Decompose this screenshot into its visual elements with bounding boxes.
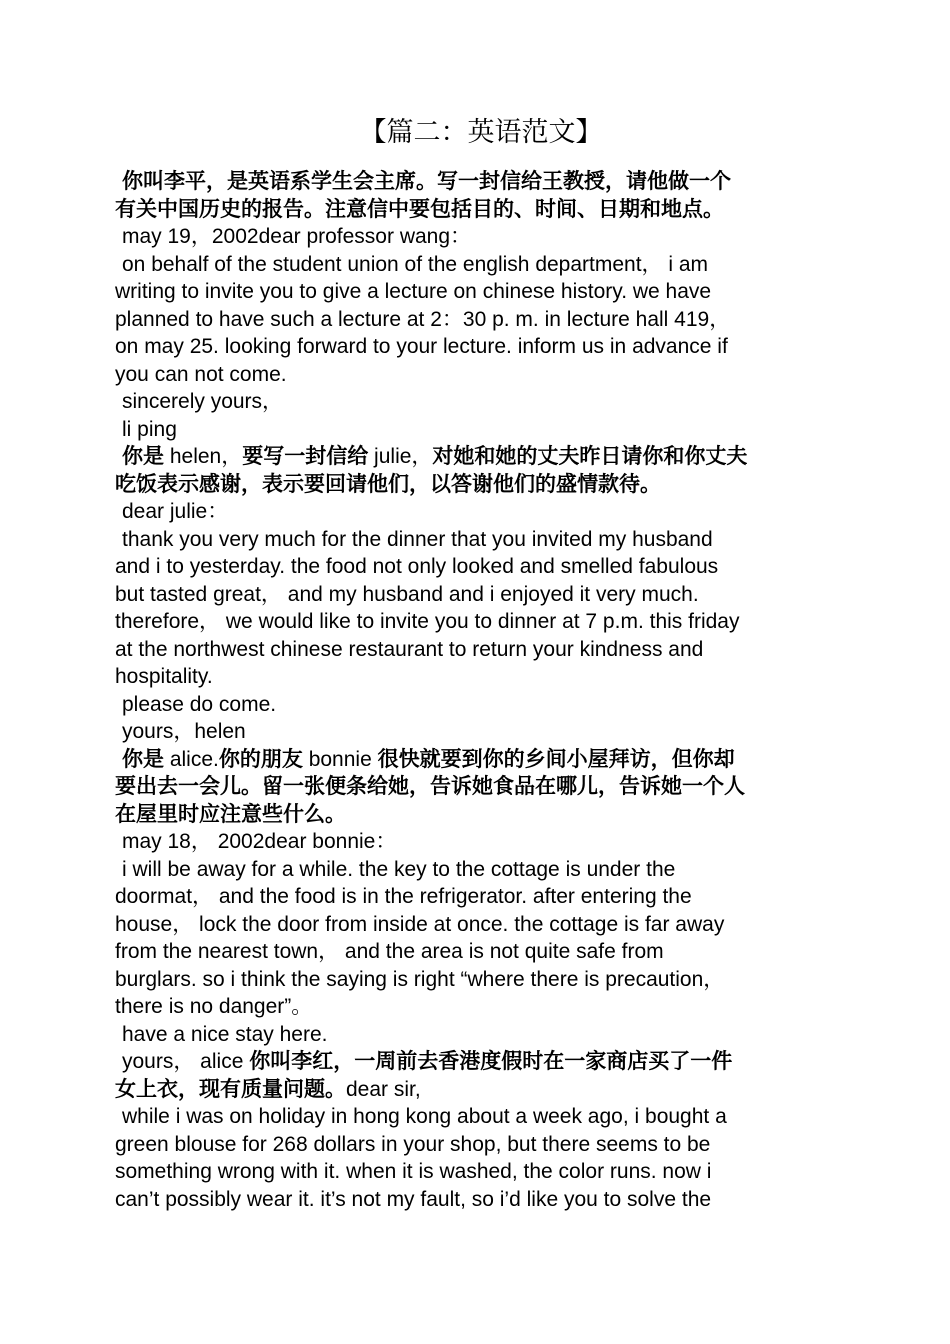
text-run: julie，	[368, 445, 433, 468]
text-run: from the nearest town， and the area is not quite safe from	[115, 940, 664, 963]
text-run: 有关中国历史的报告。注意信中要包括目的、时间、日期和地点。	[115, 197, 724, 221]
text-run: have a nice stay here.	[122, 1022, 328, 1046]
text-line	[115, 801, 837, 829]
text-line	[115, 223, 837, 251]
text-run: bonnie	[302, 747, 378, 771]
document-body	[115, 168, 837, 1213]
text-line	[115, 553, 837, 581]
text-run: 你叫李红，一周前去香港度假时在一家商店买了一件	[249, 1050, 733, 1073]
text-run: 对她和她的丈夫昨日请你和你丈夫	[432, 445, 748, 468]
text-line	[115, 883, 837, 911]
text-line	[115, 581, 837, 609]
text-run: but tasted great， and my husband and i enjoyed it very much.	[115, 582, 699, 606]
text-line	[115, 471, 837, 499]
text-line	[115, 1076, 837, 1104]
text-run: doormat， and the food is in the refrigerator. after entering the	[115, 885, 692, 908]
text-line	[115, 856, 837, 884]
text-line	[115, 1103, 837, 1131]
text-line	[115, 361, 837, 389]
text-line	[115, 306, 837, 334]
text-run: 很快就要到你的乡间小屋拜访，但你却	[377, 747, 735, 771]
text-run: 吃饭表示感谢，表示要回请他们，以答谢他们的盛情款待。	[115, 472, 661, 496]
text-line	[115, 416, 837, 444]
text-run: helen，	[164, 445, 243, 468]
text-run: dear sir,	[346, 1077, 421, 1101]
text-run: therefore， we would like to invite you to dinner at 7 p.m. this friday	[115, 610, 740, 633]
text-line	[115, 1158, 837, 1186]
text-run: i will be away for a while. the key to the cottage is under the	[122, 857, 676, 881]
text-line	[115, 636, 837, 664]
text-line	[115, 498, 837, 526]
text-line	[115, 663, 837, 691]
text-run: may 18， 2002dear bonnie：	[122, 830, 397, 853]
text-line	[115, 278, 837, 306]
text-line	[115, 1131, 837, 1159]
text-run: 你的朋友	[218, 747, 303, 771]
text-run: while i was on holiday in hong kong about a week ago, i bought a	[122, 1105, 727, 1128]
text-line	[115, 718, 837, 746]
text-line	[115, 168, 837, 196]
text-run: li ping	[122, 417, 177, 441]
text-run: can’t possibly wear it. it’s not my fault, so i’d like you to solve the	[115, 1187, 712, 1211]
text-run: sincerely yours，	[122, 390, 284, 413]
text-run: house， lock the door from inside at once. the cottage is far away	[115, 912, 725, 936]
text-run: may 19，2002dear professor wang：	[122, 225, 472, 248]
text-run: writing to invite you to give a lecture on chinese history. we have	[115, 280, 712, 303]
text-run: 你是	[122, 747, 164, 771]
text-run: thank you very much for the dinner that you invited my husband	[122, 527, 713, 551]
text-run: hospitality.	[115, 665, 213, 688]
text-line	[115, 828, 837, 856]
text-line	[115, 773, 837, 801]
text-line	[115, 966, 837, 994]
text-line	[115, 443, 837, 471]
text-line	[115, 746, 837, 774]
text-line	[115, 1021, 837, 1049]
text-run: 在屋里时应注意些什么。	[115, 802, 346, 826]
text-run: planned to have such a lecture at 2：30 p. m. in lecture hall 419，	[115, 307, 731, 331]
document-page	[115, 112, 837, 1213]
text-line	[115, 938, 837, 966]
text-line	[115, 993, 837, 1021]
text-line	[115, 333, 837, 361]
text-run: you can not come.	[115, 362, 287, 386]
text-line	[115, 608, 837, 636]
text-line	[115, 1186, 837, 1214]
text-run: burglars. so i think the saying is right “where there is precaution，	[115, 967, 725, 991]
text-line	[115, 196, 837, 224]
text-run: please do come.	[122, 692, 277, 716]
text-run: something wrong with it. when it is washed, the color runs. now i	[115, 1160, 712, 1183]
text-run: dear julie：	[122, 500, 229, 523]
text-run: on may 25. looking forward to your lecture. inform us in advance if	[115, 335, 728, 358]
text-run: 要写一封信给	[242, 445, 369, 468]
text-run: 你是	[122, 445, 164, 468]
text-run: yours， alice	[122, 1050, 250, 1073]
text-line	[115, 691, 837, 719]
text-run: and i to yesterday. the food not only looked and smelled fabulous	[115, 555, 719, 578]
text-run: alice.	[164, 747, 219, 771]
text-run: at the northwest chinese restaurant to return your kindness and	[115, 637, 704, 661]
text-run: on behalf of the student union of the english department， i am	[122, 252, 709, 276]
text-run: 你叫李平，是英语系学生会主席。写一封信给王教授，请他做一个	[122, 170, 731, 193]
text-line	[115, 526, 837, 554]
text-run: yours，helen	[122, 720, 246, 743]
text-line	[115, 251, 837, 279]
text-line	[115, 1048, 837, 1076]
text-run: there is no danger”。	[115, 995, 313, 1018]
text-line	[115, 388, 837, 416]
text-run: green blouse for 268 dollars in your shop, but there seems to be	[115, 1132, 711, 1156]
text-line	[115, 911, 837, 939]
document-title: 【篇二：英语范文】	[359, 117, 603, 147]
text-run: 女上衣，现有质量问题。	[115, 1077, 346, 1101]
text-run: 要出去一会儿。留一张便条给她，告诉她食品在哪儿，告诉她一个人	[115, 775, 745, 798]
